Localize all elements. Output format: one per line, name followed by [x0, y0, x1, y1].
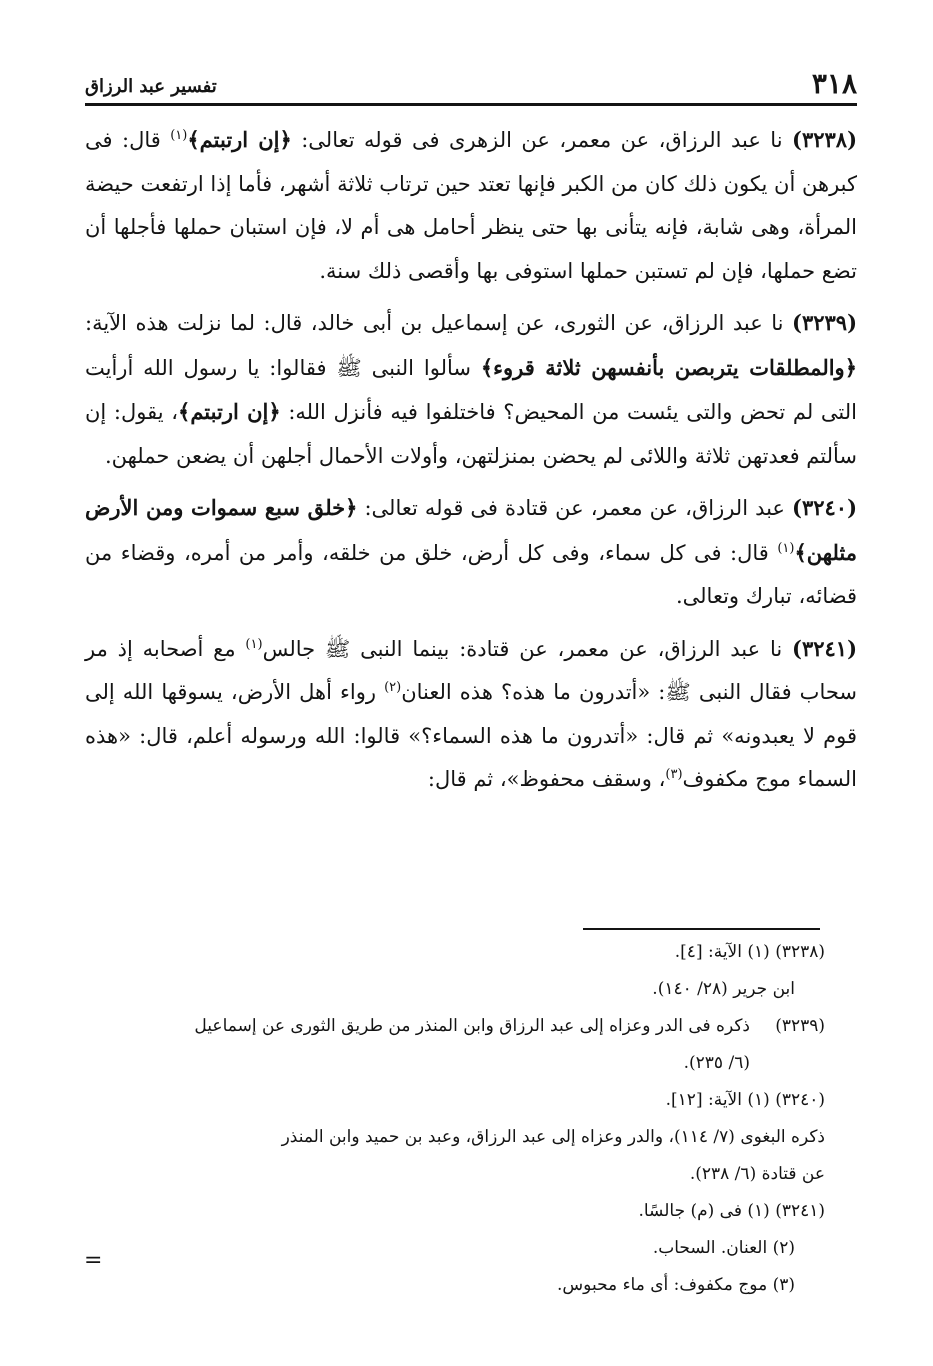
entry-text: نا عبد الرزاق، عن معمر، عن قتادة: بينما النبى ﷺ جالس — [262, 636, 792, 661]
footnote-line — [85, 1008, 825, 1045]
footnote-label: (٣٢٣٩) — [775, 1016, 825, 1036]
footnote-ref: (١) — [170, 128, 188, 143]
footnote-label: (٣٢٤٠) (١) الآية: [١٢]. — [665, 1090, 825, 1110]
entry-number: (٣٢٣٩) — [792, 310, 857, 335]
entry-text: قال: فى كبرهن أن يكون ذلك كان من الكبر فإنها تعتد حين ترتاب ثلاثة أشهر، فأما إذا ارتفعت حيضة المرأة، وهى شابة، فإنه يتأنى بها حتى ينظر أحامل هى أم لا، فإن استبان حملها فأجلها أن تضع حملها، فإن لم تستبن حملها استوفى بها وأقصى ذلك سنة. — [85, 128, 857, 283]
footnote-line — [85, 1082, 825, 1119]
quran-quote: ﴿إن ارتبتم﴾ — [178, 399, 281, 424]
footnote-text: ابن جرير (٢٨/ ١٤٠). — [652, 979, 795, 999]
entry-text: مع أصحابه إذ مر سحاب فقال النبى ﷺ: «أتدرون ما هذه؟ هذه العنان — [85, 636, 857, 704]
footnote-line — [85, 1045, 825, 1082]
footnote-separator — [583, 928, 820, 930]
page-header — [85, 62, 857, 102]
main-text — [85, 118, 857, 810]
entry-number: (٣٢٤٠) — [792, 495, 857, 520]
footnote-text: (٦/ ٢٣٥). — [683, 1053, 750, 1073]
entry-text: ، وسقف محفوظ»، ثم قال: — [427, 767, 666, 791]
footnote-text: عن قتادة (٦/ ٢٣٨). — [689, 1164, 825, 1184]
footnote-label: (٣٢٣٨) (١) الآية: [٤]. — [674, 942, 825, 962]
footnote-text: ذكره فى الدر وعزاه إلى عبد الرزاق وابن المنذر من طريق الثورى عن إسماعيل — [194, 1016, 750, 1036]
footnote-line — [85, 1267, 825, 1304]
entry-3238 — [85, 118, 857, 293]
entry-text: نا عبد الرزاق، عن الثورى، عن إسماعيل بن أبى خالد، قال: لما نزلت هذه الآية: — [85, 311, 792, 335]
footnote-label: (٣٢٤١) (١) فى (م) جالسًا. — [638, 1201, 825, 1221]
quran-quote: ﴿خلق سبع سموات ومن الأرض مثلهن﴾ — [85, 495, 857, 565]
footnote-ref: (١) — [245, 636, 263, 652]
entry-text: نا عبد الرزاق، عن معمر، عن الزهرى فى قوله تعالى: — [291, 128, 792, 152]
quran-quote: ﴿والمطلقات يتربصن بأنفسهن ثلاثة قروء﴾ — [480, 354, 857, 380]
footnotes — [85, 934, 825, 1304]
entry-3240 — [85, 486, 857, 619]
footnote-line — [85, 934, 825, 971]
running-title: تفسير عبد الرزاق — [85, 76, 217, 97]
header-rule — [85, 103, 857, 106]
footnote-ref: (٢) — [384, 680, 402, 695]
entry-text: ، يقول: إن سألتم فعدتهن ثلاثة واللائى لم يحضن بمنزلتهن، وأولات الأحمال أجلهن أن يضعن حملهن. — [85, 400, 857, 468]
footnote-line — [85, 971, 825, 1008]
entry-text: سألوا النبى ﷺ فقالوا: يا رسول الله أرأيت التى لم تحض والتى يئست من المحيض؟ فاختلفوا فيه فأنزل الله: — [85, 355, 857, 424]
footnote-text: ذكره البغوى (٧/ ١١٤)، والدر وعزاه إلى عبد الرزاق، وعبد بن حميد وابن المنذر — [281, 1127, 825, 1147]
footnote-text: (٢) العنان. السحاب. — [652, 1238, 795, 1258]
continuation-mark: = — [84, 1248, 103, 1273]
footnote-text: (٣) موج مكفوف: أى ماء محبوس. — [557, 1275, 795, 1295]
page-number: ٣١٨ — [811, 67, 857, 100]
entry-text: عبد الرزاق، عن معمر، عن قتادة فى قوله تعالى: — [357, 496, 792, 520]
footnote-ref: (٣) — [665, 767, 683, 782]
entry-3241 — [85, 627, 857, 802]
entry-text: رواء أهل الأرض، يسوقها الله إلى قوم لا يعبدونه» ثم قال: «أتدرون ما هذه السماء؟» قالوا: الله ورسوله أعلم، قال: «هذه السماء موج مكفوف — [85, 680, 857, 791]
footnote-line — [85, 1156, 825, 1193]
quran-quote: ﴿إن ارتبتم﴾ — [187, 127, 292, 152]
entry-number: (٣٢٣٨) — [792, 127, 857, 152]
footnote-ref: (١) — [777, 540, 795, 556]
footnote-line — [85, 1230, 825, 1267]
footnote-line — [85, 1119, 825, 1156]
footnote-line — [85, 1193, 825, 1230]
entry-text: قال: فى كل سماء، وفى كل أرض، خلق من خلقه، وأمر من أمره، وقضاء من قضائه، تبارك وتعالى. — [85, 540, 857, 608]
entry-number: (٣٢٤١) — [792, 635, 857, 661]
entry-3239 — [85, 301, 857, 478]
